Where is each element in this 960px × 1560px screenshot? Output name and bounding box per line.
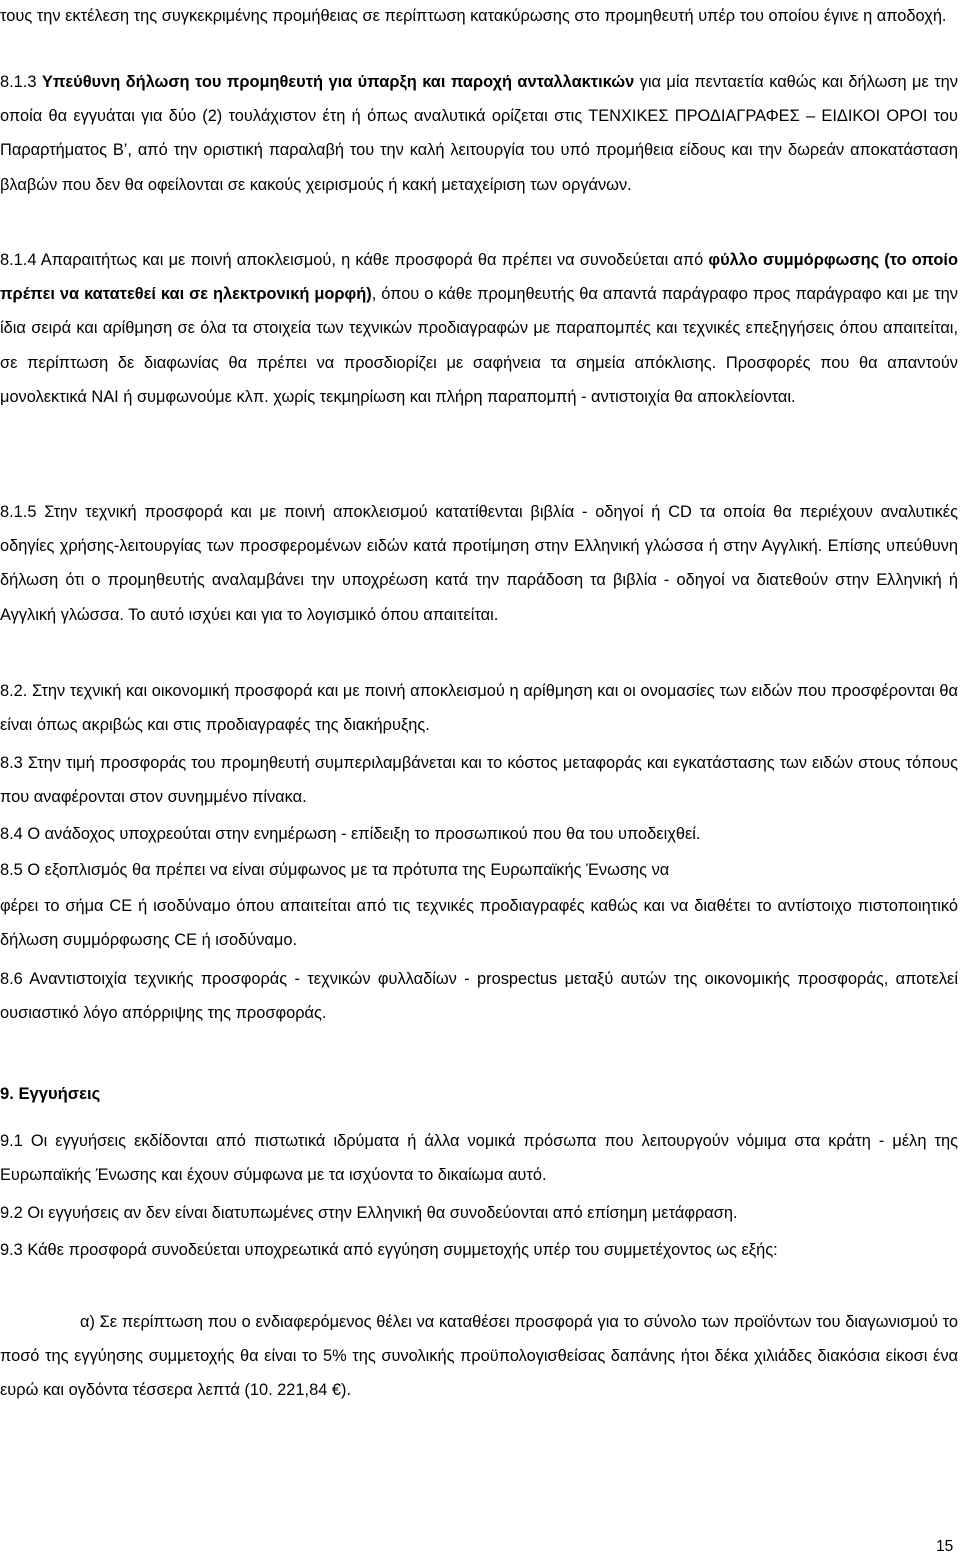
paragraph-8-2 <box>0 674 958 742</box>
bold-phrase: φύλλο συμμόρφωσης (το οποίο πρέπει να κατατεθεί και σε ηλεκτρονική μορφή) <box>0 251 958 304</box>
paragraph-9-3 <box>0 1233 958 1267</box>
paragraph-8-1-4 <box>0 243 958 414</box>
paragraph-text: φέρει το σήμα CE ή ισοδύναμο όπου απαιτείται από τις τεχνικές προδιαγραφές καθώς και να διαθέτει το αντίστοιχο πιστοποιητικό δήλωση συμμόρφωσης CE ή ισοδύναμο. <box>0 897 958 950</box>
paragraph-text: 8.2. Στην τεχνική και οικονομική προσφορά και με ποινή αποκλεισμού η αρίθμηση και οι ονομασίες των ειδών που προσφέρονται θα είναι όπως ακριβώς και στις προδιαγραφές της διακήρυξης. <box>0 682 958 735</box>
paragraph-8-5-rest <box>0 889 958 957</box>
section-number: 8.1.4 <box>0 251 37 269</box>
paragraph-9-3-a <box>0 1305 958 1408</box>
paragraph-9-2 <box>0 1196 958 1230</box>
paragraph-text: 9.3 Κάθε προσφορά συνοδεύεται υποχρεωτικά από εγγύηση συμμετοχής υπέρ του συμμετέχοντος ως εξής: <box>0 1241 778 1259</box>
paragraph-text: τους την εκτέλεση της συγκεκριμένης προμήθειας σε περίπτωση κατακύρωσης στο προμηθευτή υπέρ του οποίου έγινε η αποδοχή. <box>0 7 947 25</box>
paragraph-8-1-3 <box>0 65 958 202</box>
paragraph-9-1 <box>0 1124 958 1192</box>
paragraph-8-5-line1 <box>0 853 958 887</box>
paragraph-text: Απαραιτήτως και με ποινή αποκλεισμού, η κάθε προσφορά θα πρέπει να συνοδεύεται από <box>40 251 704 269</box>
section-heading-9: 9. Εγγυήσεις <box>0 1084 101 1103</box>
bold-phrase: Υπεύθυνη δήλωση του προμηθευτή για ύπαρξη και παροχή ανταλλακτικών <box>41 73 635 91</box>
paragraph-text: 8.4 Ο ανάδοχος υποχρεούται στην ενημέρωση - επίδειξη το προσωπικού που θα του υποδειχθεί. <box>0 825 701 843</box>
page-number: 15 <box>936 1538 954 1555</box>
paragraph-text-continued: , όπου ο κάθε προμηθευτής θα απαντά παράγραφο προς παράγραφο και με την ίδια σειρά και αρίθμηση σε όλα τα στοιχεία των τεχνικών προδιαγραφών με παραπομπές και τεχνικές επεξηγήσεις όπου απαιτείται, σε περίπτωση δε διαφωνίας θα πρέπει να προσδιορίζει με σαφήνεια τα σημεία απόκλισης. Προσφορές που θα απαντούν μονολεκτικά ΝΑΙ ή συμφωνούμε κλπ. χωρίς τεκμηρίωση και πλήρη παραπομπή - αντιστοιχία θα αποκλείονται. <box>0 285 958 406</box>
paragraph-text: α) Σε περίπτωση που ο ενδιαφερόμενος θέλει να καταθέσει προσφορά για το σύνολο των προϊόντων του διαγωνισμού το ποσό της εγγύησης συμμετοχής θα είναι το 5% της συνολικής προϋπολογισθείσας δαπάνης ήτοι δέκα χιλιάδες διακόσια είκοσι ένα ευρώ και ογδόντα τέσσερα λεπτά (10. 221,84 €). <box>0 1313 958 1400</box>
paragraph-8-6 <box>0 962 958 1030</box>
paragraph-text: 8.6 Αναντιστοιχία τεχνικής προσφοράς - τεχνικών φυλλαδίων - prospectus μεταξύ αυτών της οικονομικής προσφοράς, αποτελεί ουσιαστικό λόγο απόρριψης της προσφοράς. <box>0 970 958 1023</box>
paragraph-text: 9.1 Οι εγγυήσεις εκδίδονται από πιστωτικά ιδρύματα ή άλλα νομικά πρόσωπα που λειτουργούν νόμιμα στα κράτη - μέλη της Ευρωπαϊκής Ένωσης και έχουν σύμφωνα με τα ισχύοντα το δικαίωμα αυτό. <box>0 1132 958 1185</box>
section-number: 8.1.3 <box>0 73 37 91</box>
paragraph-carryover <box>0 0 958 33</box>
paragraph-text: 8.3 Στην τιμή προσφοράς του προμηθευτή συμπεριλαμβάνεται και το κόστος μεταφοράς και εγκατάστασης των ειδών στους τόπους που αναφέρονται στον συνημμένο πίνακα. <box>0 754 958 807</box>
paragraph-text: 8.1.5 Στην τεχνική προσφορά και με ποινή αποκλεισμού κατατίθενται βιβλία - οδηγοί ή CD τα οποία θα περιέχουν αναλυτικές οδηγίες χρήσης-λειτουργίας των προσφερομένων ειδών κατά προτίμηση στην Ελληνική γλώσσα ή στην Αγγλική. Επίσης υπεύθυνη δήλωση ότι ο προμηθευτής αναλαμβάνει την υποχρέωση κατά την παράδοση τα βιβλία - οδηγοί να διατεθούν στην Ελληνική ή Αγγλική γλώσσα. Το αυτό ισχύει και για το λογισμικό όπου απαιτείται. <box>0 503 958 624</box>
paragraph-text: 9.2 Οι εγγυήσεις αν δεν είναι διατυπωμένες στην Ελληνική θα συνοδεύονται από επίσημη μετάφραση. <box>0 1204 738 1222</box>
paragraph-8-1-5 <box>0 495 958 632</box>
paragraph-8-4 <box>0 817 958 851</box>
paragraph-8-3 <box>0 746 958 814</box>
paragraph-text: για μία πενταετία καθώς και δήλωση με την οποία θα εγγυάται για δύο (2) τουλάχιστον έτη ή όπως αναλυτικά ορίζεται στις ΤΕΝΧΙΚΕΣ ΠΡΟΔΙΑΓΡΑΦΕΣ – ΕΙΔΙΚΟΙ ΟΡΟΙ του Παραρτήματος Β’, από την οριστική παραλαβή του την καλή λειτουργία του υπό προμήθεια είδους και την δωρεάν αποκατάσταση βλαβών που δεν θα οφείλονται σε κακούς χειρισμούς ή κακή μεταχείριση των οργάνων. <box>0 73 958 194</box>
paragraph-text: 8.5 Ο εξοπλισμός θα πρέπει να είναι σύμφωνος με τα πρότυπα της Ευρωπαϊκής Ένωσης να <box>0 861 670 879</box>
